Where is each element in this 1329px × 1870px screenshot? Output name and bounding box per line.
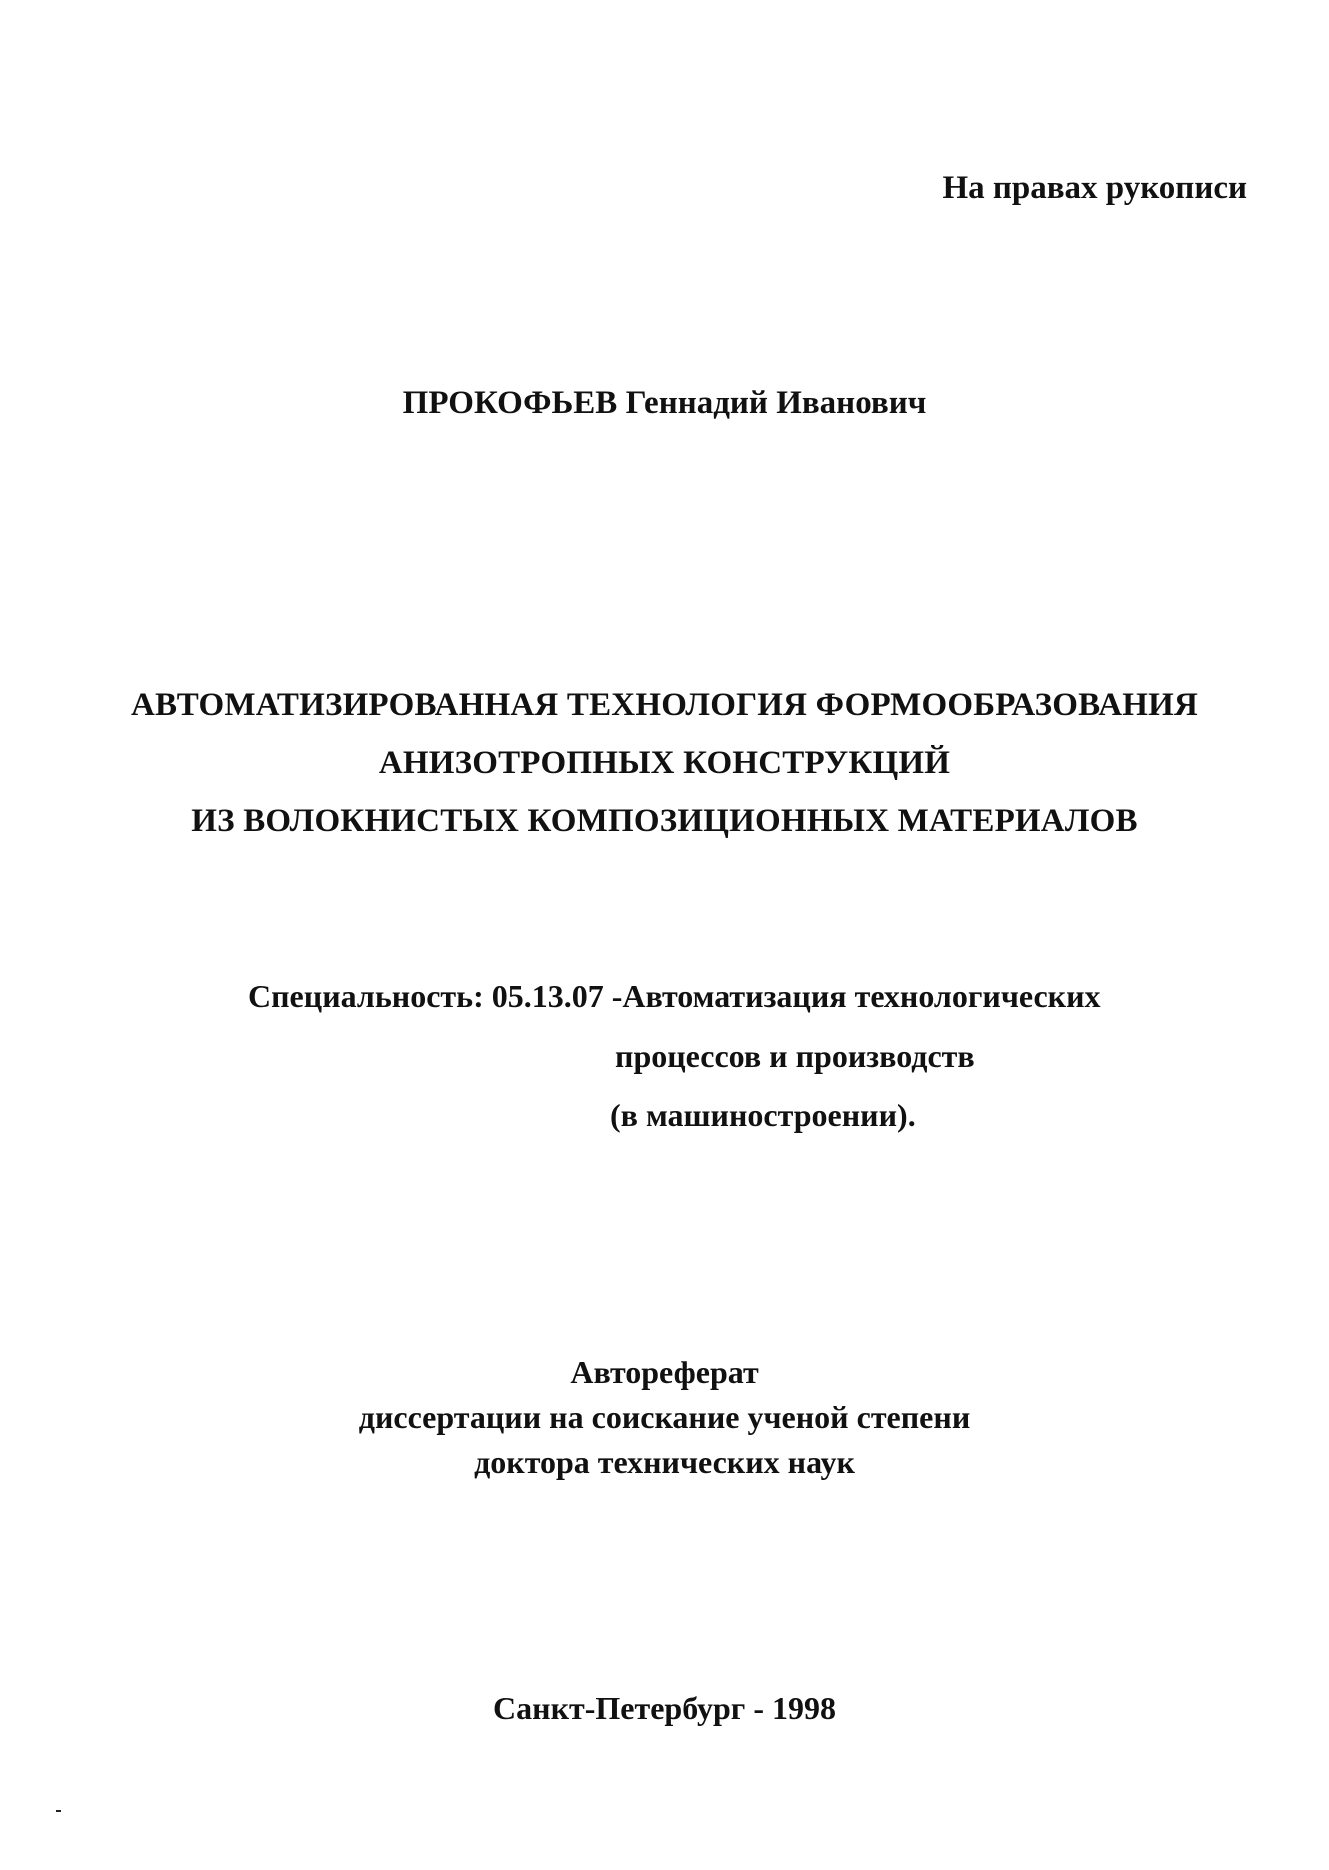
manuscript-note: На правах рукописи: [942, 170, 1247, 206]
specialty-line-2: процессов и производств: [615, 1038, 975, 1074]
dissertation-title: [0, 676, 1329, 850]
abstract-line-1: Автореферат: [570, 1354, 759, 1390]
title-line-3: ИЗ ВОЛОКНИСТЫХ КОМПОЗИЦИОННЫХ МАТЕРИАЛОВ: [191, 803, 1138, 839]
specialty-line-3: (в машиностроении).: [610, 1097, 916, 1133]
specialty-line-1: Специальность: 05.13.07 -Автоматизация технологических: [248, 978, 1101, 1014]
place-and-year: Санкт-Петербург - 1998: [493, 1690, 836, 1726]
title-line-2: АНИЗОТРОПНЫХ КОНСТРУКЦИЙ: [378, 745, 951, 781]
abstract-line-3: доктора технических наук: [474, 1444, 855, 1480]
abstract-line-2: диссертации на соискание ученой степени: [358, 1399, 971, 1435]
abstract-description: [0, 1350, 1329, 1485]
author-name: ПРОКОФЬЕВ Геннадий Иванович: [402, 385, 927, 421]
title-line-1: АВТОМАТИЗИРОВАННАЯ ТЕХНОЛОГИЯ ФОРМООБРАЗОВАНИЯ: [130, 687, 1199, 723]
scan-speck: [56, 1810, 61, 1812]
